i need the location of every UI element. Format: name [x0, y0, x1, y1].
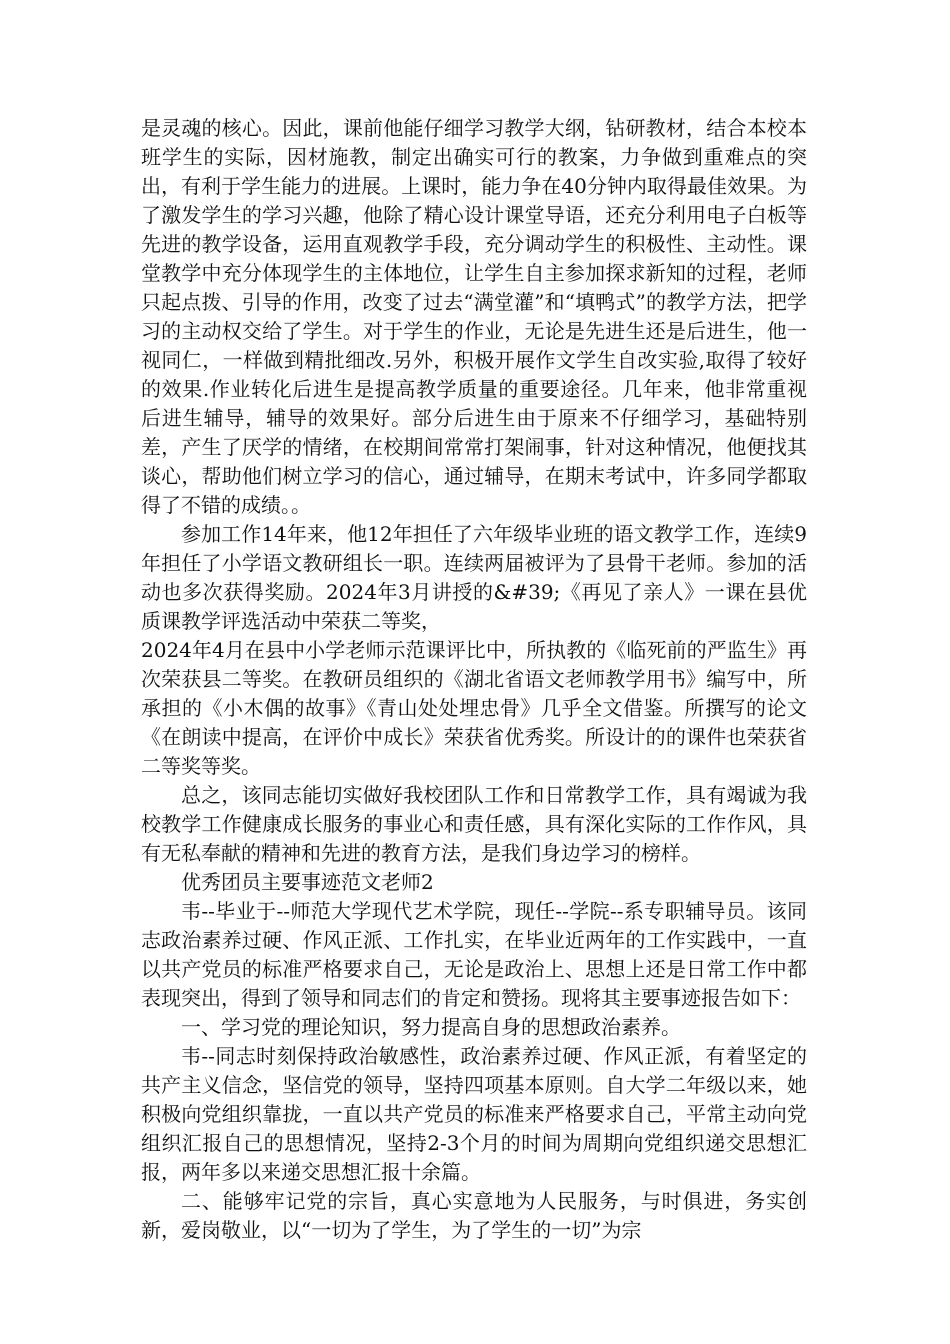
document-body — [141, 114, 807, 1245]
paragraph-teaching-method: 是灵魂的核心。因此，课前他能仔细学习教学大纲，钻研教材，结合本校本班学生的实际，因材施教，制定出确实可行的教案，力争做到重难点的突出，有利于学生能力的进展。上课时，能力争在40分钟内取得最佳效果。为了激发学生的学习兴趣，他除了精心设计课堂导语，还充分利用电子白板等先进的教学设备，运用直观教学手段，充分调动学生的积极性、主动性。课堂教学中充分体现学生的主体地位，让学生自主参加探求新知的过程，老师只起点拨、引导的作用，改变了过去“满堂灌”和“填鸭式”的教学方法，把学习的主动权交给了学生。对于学生的作业，无论是先进生还是后进生，他一视同仁，一样做到精批细改.另外，积极开展作文学生自改实验,取得了较好的效果.作业转化后进生是提高教学质量的重要途径。几年来，他非常重视后进生辅导，辅导的效果好。部分后进生由于原来不仔细学习，基础特别差，产生了厌学的情绪，在校期间常常打架闹事，针对这种情况，他便找其谈心，帮助他们树立学习的信心，通过辅导，在期末考试中，许多同学都取得了不错的成绩。。 — [141, 116, 807, 517]
paragraph-awards: 2024年4月在县中小学老师示范课评比中，所执教的《临死前的严监生》再次荣获县二等奖。在教研员组织的《湖北省语文老师教学用书》编写中，所承担的《小木偶的故事》《青山处处埋忠骨》几乎全文借鉴。所撰写的论文《在朗读中提高，在评价中成长》荣获省优秀奖。所设计的的课件也荣获省二等奖等奖。 — [141, 638, 807, 778]
heading-section-two: 二、能够牢记党的宗旨，真心实意地为人民服务，与时俱进，务实创新，爱岗敬业，以“一切为了学生，为了学生的一切”为宗 — [141, 1189, 807, 1242]
heading-section-one: 一、学习党的理论知识，努力提高自身的思想政治素养。 — [181, 1015, 681, 1039]
paragraph-introduction: 韦--毕业于--师范大学现代艺术学院，现任--学院--系专职辅导员。该同志政治素养过硬、作风正派、工作扎实，在毕业近两年的工作实践中，一直以共产党员的标准严格要求自己，无论是政治上、思想上还是日常工作中都表现突出，得到了领导和同志们的肯定和赞扬。现将其主要事迹报告如下： — [141, 899, 807, 1010]
paragraph-summary: 总之，该同志能切实做好我校团队工作和日常教学工作，具有竭诚为我校教学工作健康成长服务的事业心和责任感，具有深化实际的工作作风，具有无私奉献的精神和先进的教育方法，是我们身边学习的榜样。 — [141, 783, 807, 865]
paragraph-work-experience: 参加工作14年来，他12年担任了六年级毕业班的语文教学工作，连续9年担任了小学语文教研组长一职。连续两届被评为了县骨干老师。参加的活动也多次获得奖励。2024年3月讲授的&#39;《再见了亲人》一课在县优质课教学评选活动中荣获二等奖， — [141, 522, 807, 633]
section-title: 优秀团员主要事迹范文老师2 — [181, 870, 434, 894]
paragraph-political-quality: 韦--同志时刻保持政治敏感性，政治素养过硬、作风正派，有着坚定的共产主义信念，坚信党的领导，坚持四项基本原则。自大学二年级以来，她积极向党组织靠拢，一直以共产党员的标准来严格要求自己，平常主动向党组织汇报自己的思想情况，坚持2-3个月的时间为周期向党组织递交思想汇报，两年多以来递交思想汇报十余篇。 — [141, 1044, 807, 1184]
